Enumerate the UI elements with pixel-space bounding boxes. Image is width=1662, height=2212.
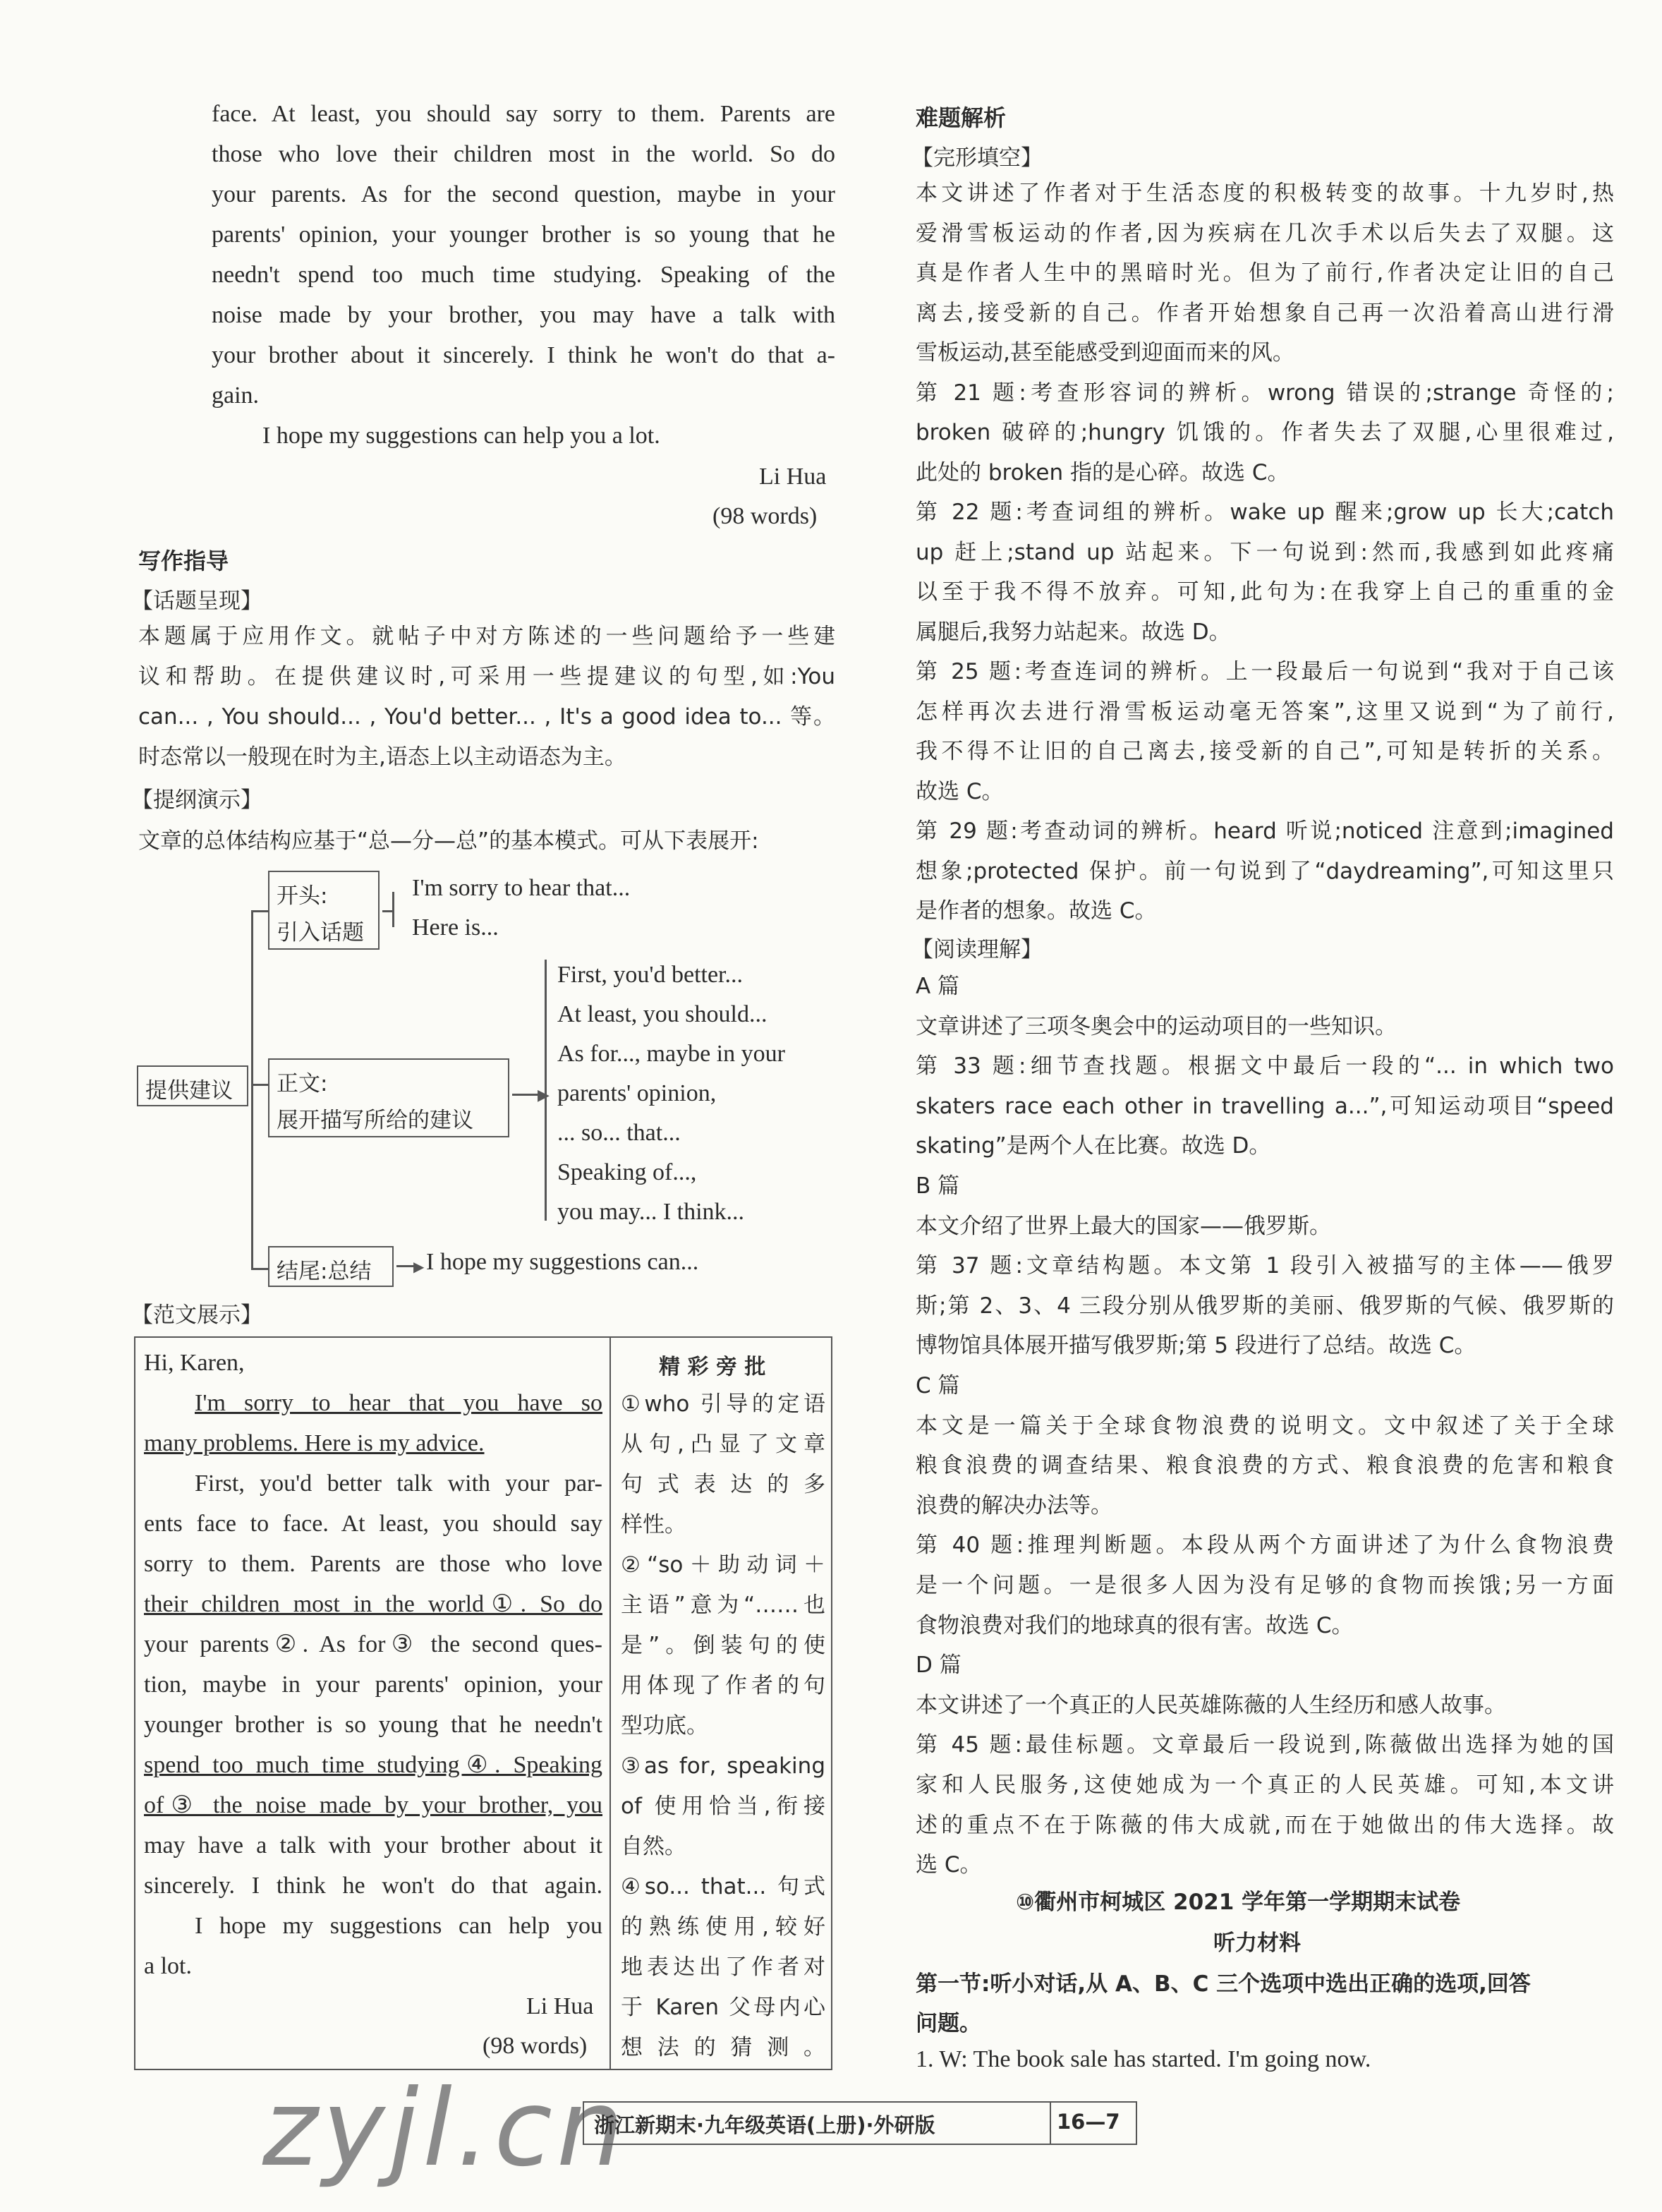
cloze-line: 第 21 题:考查形容词的辨析。wrong 错误的;strange 奇怪的; xyxy=(916,380,1614,406)
footer-page xyxy=(1048,2101,1137,2145)
body-box xyxy=(268,1058,509,1137)
reading-line: 第 40 题:推理判断题。本段从两个方面讲述了为什么食物浪费 xyxy=(916,1533,1614,1559)
cloze-line: 雪板运动,甚至能感受到迎面而来的风。 xyxy=(916,340,1294,365)
letter-line: your brother about it sincerely. I think he won't do that a- xyxy=(212,342,835,368)
topic-line: 时态常以一般现在时为主,语态上以主动语态为主。 xyxy=(138,744,626,770)
sample-line: your parents②. As for③ the second ques- xyxy=(144,1631,602,1657)
sample-line: First, you'd better talk with your par- xyxy=(195,1470,602,1497)
cloze-line: 我不得不让旧的自己离去,接受新的自己”,可知是转折的关系。 xyxy=(916,739,1614,764)
reading-line: B 篇 xyxy=(916,1173,960,1199)
sample-line: of③ the noise made by your brother, you xyxy=(144,1792,602,1818)
cloze-line: 离去,接受新的自己。作者开始想象自己再一次沿着高山进行滑 xyxy=(916,300,1614,326)
reading-line: 家和人民服务,这使她成为一个真正的人民英雄。可知,本文讲 xyxy=(916,1772,1614,1798)
side-note: ③as for, speaking xyxy=(621,1753,825,1779)
reading-line: 第 33 题:细节查找题。根据文中最后一段的“... in which two xyxy=(916,1053,1614,1080)
reading-line: skating”是两个人在比赛。故选 D。 xyxy=(916,1133,1271,1159)
sample-line: their children most in the world①. So do xyxy=(144,1591,602,1617)
side-note: ④so... that... 句式 xyxy=(621,1874,825,1899)
cloze-line: 第 29 题:考查动词的辨析。heard 听说;noticed 注意到;imagined xyxy=(916,818,1614,844)
body-item: First, you'd better... xyxy=(557,962,744,988)
letter-line: your parents. As for the second question, maybe in your xyxy=(212,181,835,207)
letter-line: gain. xyxy=(212,382,260,409)
reading-line: A 篇 xyxy=(916,974,960,999)
body-item: ... so... that... xyxy=(557,1120,681,1146)
cloze-line: broken 破碎的;hungry 饥饿的。作者失去了双腿,心里很难过, xyxy=(916,420,1614,445)
cloze-line: 想象;protected 保护。前一句说到了“daydreaming”,可知这里只 xyxy=(916,858,1614,884)
letter-signature: Li Hua xyxy=(759,464,827,490)
body-item: Speaking of..., xyxy=(557,1159,697,1185)
reading-line: 浪费的解决办法等。 xyxy=(916,1492,1112,1518)
side-note: 的熟练使用,较好 xyxy=(621,1914,825,1940)
analysis-title: 难题解析 xyxy=(916,104,1007,131)
side-note: 从句,凸显了文章 xyxy=(621,1432,825,1457)
body-label-1: 正文: xyxy=(277,1071,328,1096)
opening-label-1: 开头: xyxy=(277,883,328,909)
writing-guide-title: 写作指导 xyxy=(138,548,229,574)
cloze-line: 故选 C。 xyxy=(916,778,1004,804)
letter-line: those who love their children most in the world. So do xyxy=(212,141,835,167)
side-note: 想法的猜测。 xyxy=(621,2035,825,2060)
cloze-line: 真是作者人生中的黑暗时光。但为了前行,作者决定让旧的自己 xyxy=(916,260,1614,286)
sample-line: tion, maybe in your parents' opinion, your xyxy=(144,1672,602,1698)
body-item: As for..., maybe in your xyxy=(557,1041,785,1067)
sample-signature: Li Hua xyxy=(526,1993,594,2019)
topic-line: 本题属于应用作文。就帖子中对方陈述的一些问题给予一些建 xyxy=(138,624,835,649)
letter-line: noise made by your brother, you may have a talk with xyxy=(212,302,835,328)
footer-book-label: 浙江新期末·九年级英语(上册)·外研版 xyxy=(594,2113,935,2137)
cloze-line: 此处的 broken 指的是心碎。故选 C。 xyxy=(916,459,1290,485)
side-note: ②“so＋助动词＋ xyxy=(621,1552,825,1578)
opening-label-2: 引入话题 xyxy=(277,920,364,945)
ending-item: I hope my suggestions can... xyxy=(426,1249,699,1275)
reading-line: 食物浪费对我们的地球真的很有害。故选 C。 xyxy=(916,1612,1354,1638)
reading-line: 本文讲述了一个真正的人民英雄陈薇的人生经历和感人故事。 xyxy=(916,1692,1506,1718)
ending-label: 结尾:总结 xyxy=(277,1259,372,1284)
body-item: parents' opinion, xyxy=(557,1080,717,1106)
body-item: you may... I think... xyxy=(557,1199,745,1225)
sample-line: ents face to face. At least, you should say xyxy=(144,1511,602,1537)
reading-line: 述的重点不在于陈薇的伟大成就,而在于她做出的伟大选择。故 xyxy=(916,1812,1614,1838)
side-note: of 使用恰当,衔接 xyxy=(621,1794,825,1819)
opening-item-2: Here is... xyxy=(412,914,499,941)
reading-line: 斯;第 2、3、4 三段分别从俄罗斯的美丽、俄罗斯的气候、俄罗斯的 xyxy=(916,1293,1614,1319)
sample-line: a lot. xyxy=(144,1953,192,1979)
sample-line: sincerely. I think he won't do that again. xyxy=(144,1873,602,1899)
cloze-line: 第 25 题:考查连词的辨析。上一段最后一句说到“我对于自己该 xyxy=(916,659,1614,684)
letter-line: parents' opinion, your younger brother is so young that he xyxy=(212,222,835,248)
side-note: 主语”意为“……也 xyxy=(621,1592,825,1618)
reading-line: D 篇 xyxy=(916,1652,962,1679)
exam-title: ⑩衢州市柯城区 2021 学年第一学期期末试卷 xyxy=(1016,1890,1461,1915)
cloze-line: 本文讲述了作者对于生活态度的积极转变的故事。十九岁时,热 xyxy=(916,181,1614,206)
cloze-line: 以至于我不得不放弃。可知,此句为:在我穿上自己的重重的金 xyxy=(916,579,1614,605)
sample-line: Hi, Karen, xyxy=(144,1350,245,1376)
sample-line: sorry to them. Parents are those who love xyxy=(144,1551,602,1577)
sample-line: I'm sorry to hear that you have so xyxy=(195,1390,602,1416)
mind-map-root xyxy=(137,1065,248,1106)
reading-line: C 篇 xyxy=(916,1373,960,1398)
footer-book xyxy=(583,2101,1051,2145)
reading-line: 是一个问题。一是很多人因为没有足够的食物而挨饿;另一方面 xyxy=(916,1573,1614,1598)
section-line-1: 第一节:听小对话,从 A、B、C 三个选项中选出正确的选项,回答 xyxy=(916,1971,1531,1997)
outline-header: 【提纲演示】 xyxy=(131,787,262,813)
sample-line: many problems. Here is my advice. xyxy=(144,1430,485,1456)
reading-line: 本文介绍了世界上最大的国家——俄罗斯。 xyxy=(916,1213,1331,1239)
side-note: 句 式 表 达 的 多 xyxy=(621,1472,825,1497)
side-note: 自然。 xyxy=(621,1834,686,1859)
cloze-line: 第 22 题:考查词组的辨析。wake up 醒来;grow up 长大;catch xyxy=(916,500,1614,525)
opening-item-1: I'm sorry to hear that... xyxy=(412,875,631,901)
body-label-2: 展开描写所给的建议 xyxy=(277,1108,473,1133)
side-note: 型功底。 xyxy=(621,1713,708,1739)
side-note: 用体现了作者的句 xyxy=(621,1673,825,1698)
exam-subtitle: 听力材料 xyxy=(1213,1930,1301,1956)
outline-intro: 文章的总体结构应基于“总—分—总”的基本模式。可从下表展开: xyxy=(138,828,759,854)
cloze-line: 怎样再次去进行滑雪板运动毫无答案”,这里又说到“为了前行, xyxy=(916,699,1614,725)
reading-line: 博物馆具体展开描写俄罗斯;第 5 段进行了总结。故选 C。 xyxy=(916,1333,1476,1359)
letter-line: needn't spend too much time studying. Speaking of the xyxy=(212,262,835,288)
ending-box xyxy=(268,1246,394,1287)
reading-line: skaters race each other in travelling a...”,可知运动项目“speed xyxy=(916,1093,1614,1119)
letter-word-count: (98 words) xyxy=(712,503,818,529)
topic-line: 议和帮助。在提供建议时,可采用一些提建议的句型,如:You xyxy=(138,664,835,689)
reading-line: 文章讲述了三项冬奥会中的运动项目的一些知识。 xyxy=(916,1013,1397,1039)
sample-line: younger brother is so young that he needn't xyxy=(144,1712,602,1738)
footer-page-number: 16—7 xyxy=(1057,2110,1120,2134)
reading-line: 第 37 题:文章结构题。本文第 1 段引入被描写的主体——俄罗 xyxy=(916,1253,1614,1279)
opening-box xyxy=(268,871,380,950)
reading-line: 选 C。 xyxy=(916,1852,982,1878)
topic-header: 【话题呈现】 xyxy=(131,588,262,614)
letter-line: face. At least, you should say sorry to them. Parents are xyxy=(212,101,835,127)
side-note: ①who 引导的定语 xyxy=(621,1391,825,1417)
cloze-line: 属腿后,我努力站起来。故选 D。 xyxy=(916,619,1231,645)
body-item: At least, you should... xyxy=(557,1001,768,1027)
cloze-line: up 赶上;stand up 站起来。下一句说到:然而,我感到如此疼痛 xyxy=(916,539,1614,565)
side-note: 样性。 xyxy=(621,1512,686,1537)
sample-line: spend too much time studying④. Speaking xyxy=(144,1752,602,1778)
cloze-header: 【完形填空】 xyxy=(911,145,1043,171)
topic-line: can... , You should... , You'd better... , It's a good idea to... 等。 xyxy=(138,704,835,730)
section-line-2: 问题。 xyxy=(916,2011,981,2036)
watermark-logo: zyjl.cn xyxy=(262,2067,629,2190)
first-dialogue: 1. W: The book sale has started. I'm going now. xyxy=(916,2046,1371,2072)
sample-line: I hope my suggestions can help you xyxy=(195,1913,602,1939)
sample-word-count: (98 words) xyxy=(483,2033,588,2059)
mind-map-root-label: 提供建议 xyxy=(145,1078,233,1104)
sample-side-title: 精 彩 旁 批 xyxy=(659,1355,766,1379)
cloze-line: 是作者的想象。故选 C。 xyxy=(916,898,1157,924)
side-note: 是”。倒装句的使 xyxy=(621,1633,825,1658)
reading-line: 第 45 题:最佳标题。文章最后一段说到,陈薇做出选择为她的国 xyxy=(916,1732,1614,1758)
sample-line: may have a talk with your brother about it xyxy=(144,1832,602,1859)
reading-header: 【阅读理解】 xyxy=(911,937,1043,962)
sample-header: 【范文展示】 xyxy=(131,1303,262,1328)
reading-line: 粮食浪费的调查结果、粮食浪费的方式、粮食浪费的危害和粮食 xyxy=(916,1453,1614,1479)
letter-line: I hope my suggestions can help you a lot. xyxy=(262,423,660,449)
cloze-line: 爱滑雪板运动的作者,因为疾病在几次手术以后失去了双腿。这 xyxy=(916,220,1614,246)
side-note: 于 Karen 父母内心 xyxy=(621,1995,825,2020)
reading-line: 本文是一篇关于全球食物浪费的说明文。文中叙述了关于全球 xyxy=(916,1413,1614,1439)
side-note: 地表达出了作者对 xyxy=(621,1954,825,1980)
